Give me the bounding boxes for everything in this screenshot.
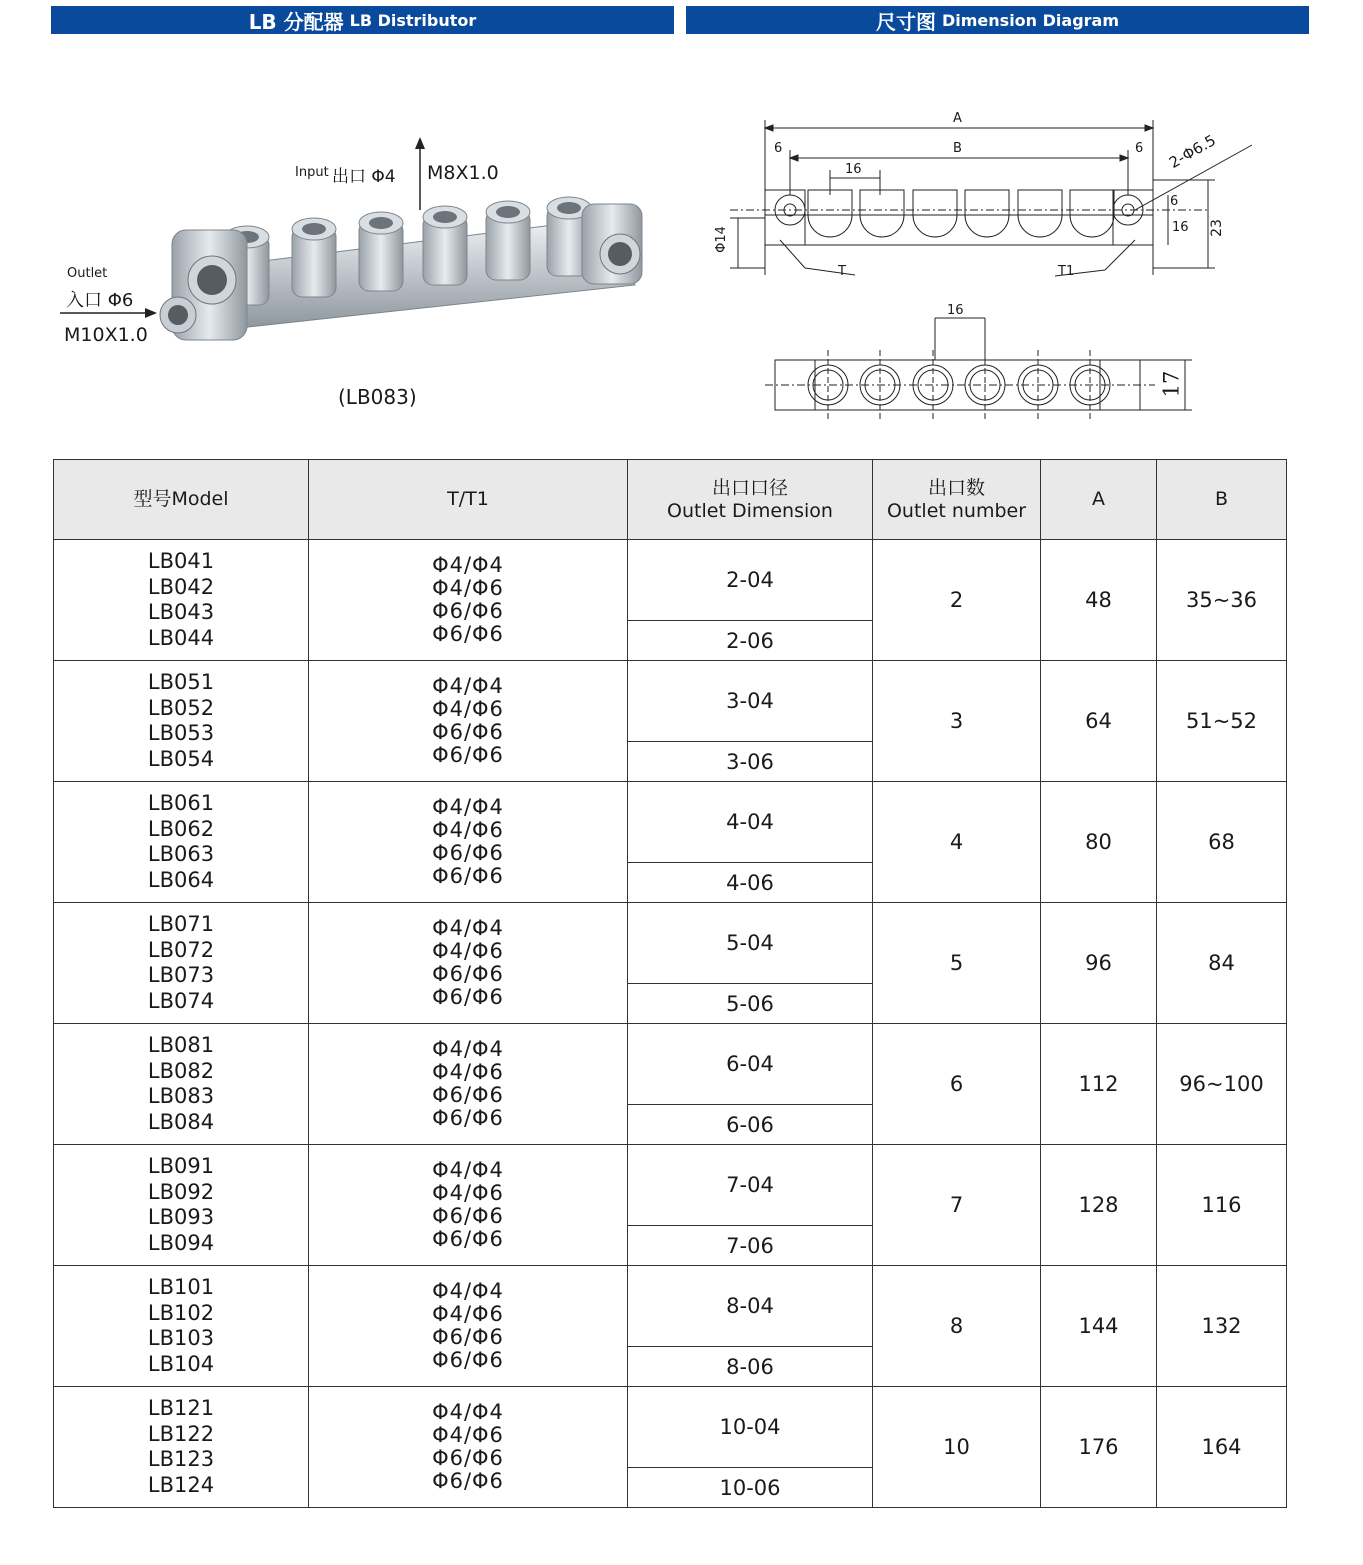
header-outlet-number-en: Outlet number bbox=[886, 499, 1027, 522]
thread-pair: Φ4/Φ4 bbox=[432, 795, 504, 819]
cell-outlet-dimension-04: 3-04 bbox=[628, 661, 873, 742]
cell-tt bbox=[309, 661, 628, 782]
model-code: LB121 bbox=[147, 1396, 215, 1420]
thread-pair: Φ4/Φ6 bbox=[432, 818, 504, 842]
dim-left-edge: 6 bbox=[774, 141, 783, 156]
cell-outlet-dimension-06: 2-06 bbox=[628, 621, 873, 661]
thread-pair: Φ6/Φ6 bbox=[432, 622, 504, 646]
cell-a: 48 bbox=[1041, 540, 1157, 661]
cell-outlet-number: 5 bbox=[873, 903, 1041, 1024]
model-code: LB094 bbox=[147, 1230, 215, 1255]
header-a: A bbox=[1041, 460, 1157, 540]
banner-title-en: LB Distributor bbox=[349, 10, 477, 30]
dim-pitch-bottom: 16 bbox=[947, 303, 964, 318]
model-code: LB081 bbox=[147, 1033, 215, 1057]
cell-outlet-dimension-06: 10-06 bbox=[628, 1468, 873, 1508]
model-code: LB101 bbox=[147, 1275, 215, 1299]
cell-outlet-dimension-04: 5-04 bbox=[628, 903, 873, 984]
cell-outlet-dimension-04: 7-04 bbox=[628, 1145, 873, 1226]
banner-title-en: Dimension Diagram bbox=[941, 10, 1119, 30]
model-code: LB084 bbox=[147, 1109, 215, 1134]
table-row bbox=[54, 1145, 1287, 1226]
cell-outlet-dimension-04: 10-04 bbox=[628, 1387, 873, 1468]
model-code: LB041 bbox=[147, 549, 215, 573]
spec-table bbox=[53, 459, 1287, 1508]
thread-pair: Φ4/Φ4 bbox=[432, 674, 504, 698]
table-row bbox=[54, 1266, 1287, 1347]
model-code: LB061 bbox=[147, 791, 215, 815]
model-code: LB124 bbox=[147, 1472, 215, 1497]
cell-a: 112 bbox=[1041, 1024, 1157, 1145]
model-code: LB083 bbox=[147, 1084, 215, 1108]
model-code: LB093 bbox=[147, 1205, 215, 1229]
thread-pair: Φ6/Φ6 bbox=[432, 1204, 504, 1228]
cell-tt bbox=[309, 1266, 628, 1387]
header-b: B bbox=[1157, 460, 1287, 540]
banner-title-cn: 尺寸图 bbox=[875, 9, 936, 34]
model-code: LB082 bbox=[147, 1058, 215, 1083]
cell-model bbox=[54, 782, 309, 903]
model-code: LB071 bbox=[147, 912, 215, 936]
cell-a: 128 bbox=[1041, 1145, 1157, 1266]
thread-pair: Φ6/Φ6 bbox=[432, 985, 504, 1009]
cell-model bbox=[54, 661, 309, 782]
cell-model bbox=[54, 1387, 309, 1508]
outlet-thread: M10X1.0 bbox=[64, 324, 148, 346]
model-code: LB042 bbox=[147, 574, 215, 599]
header-tt: T/T1 bbox=[309, 460, 628, 540]
cell-b: 35~36 bbox=[1157, 540, 1287, 661]
cell-model bbox=[54, 1145, 309, 1266]
model-code: LB073 bbox=[147, 963, 215, 987]
model-caption: (LB083) bbox=[338, 385, 417, 409]
cell-outlet-number: 8 bbox=[873, 1266, 1041, 1387]
banner-title-cn: LB 分配器 bbox=[248, 9, 344, 34]
thread-pair: Φ6/Φ6 bbox=[432, 1106, 504, 1130]
outlet-label-en: Outlet bbox=[67, 266, 108, 281]
cell-outlet-dimension-06: 5-06 bbox=[628, 984, 873, 1024]
dim-side-6: 6 bbox=[1170, 194, 1179, 209]
cell-outlet-dimension-06: 6-06 bbox=[628, 1105, 873, 1145]
cell-outlet-dimension-06: 7-06 bbox=[628, 1226, 873, 1266]
cell-tt bbox=[309, 903, 628, 1024]
input-label-cn: 出口 Φ4 bbox=[332, 167, 396, 187]
cell-outlet-dimension-06: 8-06 bbox=[628, 1347, 873, 1387]
cell-model bbox=[54, 1266, 309, 1387]
dim-b-label: B bbox=[953, 141, 962, 156]
cell-outlet-number: 4 bbox=[873, 782, 1041, 903]
model-code: LB103 bbox=[147, 1326, 215, 1350]
model-code: LB052 bbox=[147, 695, 215, 720]
dim-right-edge: 6 bbox=[1135, 141, 1144, 156]
model-code: LB044 bbox=[147, 625, 215, 650]
cell-outlet-dimension-06: 4-06 bbox=[628, 863, 873, 903]
cell-outlet-number: 3 bbox=[873, 661, 1041, 782]
thread-pair: Φ6/Φ6 bbox=[432, 1446, 504, 1470]
cell-b: 68 bbox=[1157, 782, 1287, 903]
thread-pair: Φ4/Φ6 bbox=[432, 1181, 504, 1205]
model-code: LB051 bbox=[147, 670, 215, 694]
model-code: LB123 bbox=[147, 1447, 215, 1471]
cell-a: 80 bbox=[1041, 782, 1157, 903]
header-model: 型号Model bbox=[54, 460, 309, 540]
thread-pair: Φ6/Φ6 bbox=[432, 864, 504, 888]
cell-outlet-number: 7 bbox=[873, 1145, 1041, 1266]
thread-pair: Φ6/Φ6 bbox=[432, 1227, 504, 1251]
dim-t: T bbox=[838, 264, 846, 279]
cell-outlet-number: 2 bbox=[873, 540, 1041, 661]
model-code: LB043 bbox=[147, 600, 215, 624]
thread-pair: Φ6/Φ6 bbox=[432, 720, 504, 744]
cell-tt bbox=[309, 540, 628, 661]
table-row bbox=[54, 661, 1287, 742]
product-photo bbox=[150, 190, 650, 360]
thread-pair: Φ4/Φ6 bbox=[432, 576, 504, 600]
cell-a: 144 bbox=[1041, 1266, 1157, 1387]
table-row bbox=[54, 1024, 1287, 1105]
cell-b: 51~52 bbox=[1157, 661, 1287, 782]
model-code: LB054 bbox=[147, 746, 215, 771]
model-code: LB074 bbox=[147, 988, 215, 1013]
model-code: LB091 bbox=[147, 1154, 215, 1178]
dimension-drawing-top bbox=[760, 310, 1200, 430]
thread-pair: Φ4/Φ6 bbox=[432, 939, 504, 963]
table-row bbox=[54, 782, 1287, 863]
dimension-drawing-front bbox=[710, 100, 1270, 290]
thread-pair: Φ4/Φ6 bbox=[432, 1302, 504, 1326]
thread-pair: Φ4/Φ4 bbox=[432, 1037, 504, 1061]
thread-pair: Φ6/Φ6 bbox=[432, 1325, 504, 1349]
cell-outlet-dimension-04: 6-04 bbox=[628, 1024, 873, 1105]
cell-outlet-number: 6 bbox=[873, 1024, 1041, 1145]
input-thread: M8X1.0 bbox=[427, 162, 499, 184]
table-row bbox=[54, 540, 1287, 621]
cell-outlet-dimension-04: 4-04 bbox=[628, 782, 873, 863]
thread-pair: Φ4/Φ6 bbox=[432, 1423, 504, 1447]
banner-lb-distributor bbox=[51, 6, 674, 34]
cell-model bbox=[54, 540, 309, 661]
cell-model bbox=[54, 903, 309, 1024]
header-outlet-number-cn: 出口数 bbox=[927, 476, 985, 499]
cell-a: 96 bbox=[1041, 903, 1157, 1024]
outlet-label-cn: 入口 Φ6 bbox=[66, 290, 134, 311]
dim-side-16: 16 bbox=[1172, 220, 1189, 235]
banner-dimension-diagram bbox=[686, 6, 1309, 34]
model-code: LB072 bbox=[147, 937, 215, 962]
model-code: LB062 bbox=[147, 816, 215, 841]
model-code: LB064 bbox=[147, 867, 215, 892]
model-code: LB092 bbox=[147, 1179, 215, 1204]
model-code: LB102 bbox=[147, 1300, 215, 1325]
header-outlet-dimension-cn: 出口口径 bbox=[711, 476, 788, 499]
model-code: LB122 bbox=[147, 1421, 215, 1446]
thread-pair: Φ4/Φ4 bbox=[432, 1158, 504, 1182]
model-code: LB053 bbox=[147, 721, 215, 745]
thread-pair: Φ6/Φ6 bbox=[432, 841, 504, 865]
thread-pair: Φ6/Φ6 bbox=[432, 743, 504, 767]
cell-outlet-dimension-04: 2-04 bbox=[628, 540, 873, 621]
table-header-row bbox=[54, 460, 1287, 540]
cell-tt bbox=[309, 1024, 628, 1145]
cell-b: 132 bbox=[1157, 1266, 1287, 1387]
cell-b: 84 bbox=[1157, 903, 1287, 1024]
cell-outlet-number: 10 bbox=[873, 1387, 1041, 1508]
cell-b: 116 bbox=[1157, 1145, 1287, 1266]
table-row bbox=[54, 903, 1287, 984]
thread-pair: Φ6/Φ6 bbox=[432, 962, 504, 986]
thread-pair: Φ4/Φ4 bbox=[432, 1279, 504, 1303]
input-label-en: Input bbox=[295, 165, 329, 180]
thread-pair: Φ6/Φ6 bbox=[432, 599, 504, 623]
cell-model bbox=[54, 1024, 309, 1145]
dim-pitch-top: 16 bbox=[845, 162, 862, 177]
dim-hole-spec: 2-Φ6.5 bbox=[1166, 131, 1219, 172]
table-row bbox=[54, 1387, 1287, 1468]
dim-t1: T1 bbox=[1058, 264, 1075, 279]
thread-pair: Φ6/Φ6 bbox=[432, 1348, 504, 1372]
cell-b: 96~100 bbox=[1157, 1024, 1287, 1145]
dim-height-23: 23 bbox=[1208, 219, 1225, 237]
thread-pair: Φ4/Φ4 bbox=[432, 1400, 504, 1424]
cell-tt bbox=[309, 1387, 628, 1508]
thread-pair: Φ6/Φ6 bbox=[432, 1469, 504, 1493]
dim-width-17: 17 bbox=[1159, 370, 1184, 398]
cell-a: 176 bbox=[1041, 1387, 1157, 1508]
cell-tt bbox=[309, 1145, 628, 1266]
dim-a-label: A bbox=[953, 111, 962, 126]
thread-pair: Φ4/Φ6 bbox=[432, 697, 504, 721]
thread-pair: Φ6/Φ6 bbox=[432, 1083, 504, 1107]
header-outlet-number bbox=[873, 460, 1041, 540]
cell-outlet-dimension-06: 3-06 bbox=[628, 742, 873, 782]
thread-pair: Φ4/Φ6 bbox=[432, 1060, 504, 1084]
model-code: LB063 bbox=[147, 842, 215, 866]
header-outlet-dimension bbox=[628, 460, 873, 540]
cell-b: 164 bbox=[1157, 1387, 1287, 1508]
model-code: LB104 bbox=[147, 1351, 215, 1376]
header-outlet-dimension-en: Outlet Dimension bbox=[667, 499, 833, 522]
cell-tt bbox=[309, 782, 628, 903]
thread-pair: Φ4/Φ4 bbox=[432, 916, 504, 940]
cell-outlet-dimension-04: 8-04 bbox=[628, 1266, 873, 1347]
cell-a: 64 bbox=[1041, 661, 1157, 782]
dim-diameter: Φ14 bbox=[713, 226, 729, 253]
thread-pair: Φ4/Φ4 bbox=[432, 553, 504, 577]
